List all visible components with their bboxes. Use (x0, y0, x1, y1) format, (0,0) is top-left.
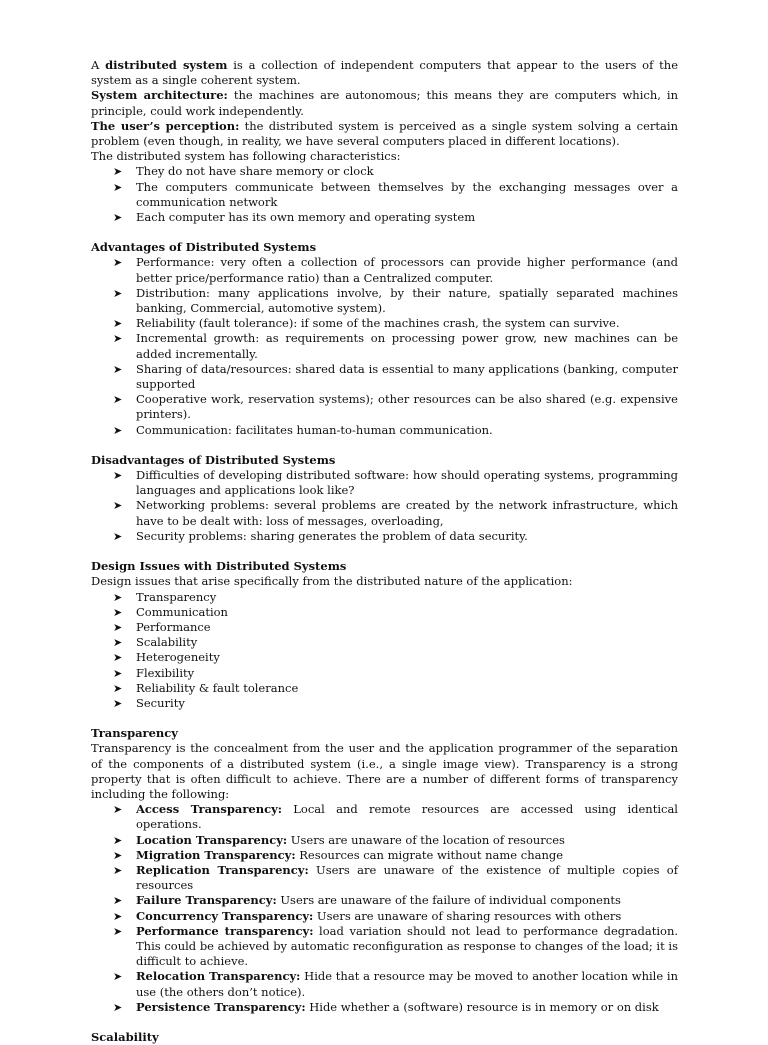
scalability-heading: Scalability (91, 1029, 159, 1044)
list-item (91, 286, 678, 316)
list-item (91, 802, 678, 832)
intro-term: System architecture: (91, 88, 228, 103)
list-item (91, 909, 678, 924)
term: Migration Transparency: (136, 847, 296, 862)
intro-paragraph-1 (91, 58, 678, 88)
intro-paragraph-3 (91, 119, 678, 149)
arrow-bullet-icon: ➤ (113, 863, 123, 877)
list-item (91, 498, 678, 528)
term: Replication Transparency: (136, 862, 309, 877)
intro-paragraph-2 (91, 88, 678, 118)
list-item-text: Performance: very often a collection of processors can provide higher performance (and better price/performance ratio) than a Centralized computer. (136, 255, 678, 285)
arrow-bullet-icon: ➤ (113, 499, 123, 513)
arrow-bullet-icon: ➤ (113, 1000, 123, 1014)
intro-term: distributed system (105, 58, 228, 72)
arrow-bullet-icon: ➤ (113, 681, 123, 695)
term-description: Hide whether a (software) resource is in memory or on disk (305, 999, 659, 1014)
list-item (91, 893, 678, 908)
list-item (91, 423, 678, 438)
list-item (91, 164, 678, 179)
arrow-bullet-icon: ➤ (113, 423, 123, 437)
arrow-bullet-icon: ➤ (113, 165, 123, 179)
term: Failure Transparency: (136, 893, 277, 908)
term-description: Resources can migrate without name change (295, 847, 564, 862)
transparency-list (91, 802, 678, 1015)
design-issues-list (91, 590, 678, 712)
arrow-bullet-icon: ➤ (113, 469, 123, 483)
list-item (91, 316, 678, 331)
term: Persistence Transparency: (136, 999, 306, 1014)
list-item-text: Distribution: many applications involve, by their nature, spatially separated machines banking, Commercial, automotive system). (136, 285, 678, 316)
advantages-heading: Advantages of Distributed Systems (91, 240, 317, 255)
list-item-text: Heterogeneity (136, 650, 220, 665)
list-item (91, 331, 678, 361)
list-item (91, 681, 678, 696)
list-item (91, 1000, 678, 1015)
characteristics-list (91, 164, 678, 225)
list-item (91, 833, 678, 848)
arrow-bullet-icon: ➤ (113, 332, 123, 346)
arrow-bullet-icon: ➤ (113, 803, 123, 817)
term: Performance transparency: (136, 923, 314, 938)
list-item (91, 924, 678, 970)
document-page (91, 58, 678, 1045)
term-description: Users are unaware of the location of resources (287, 832, 565, 847)
arrow-bullet-icon: ➤ (113, 605, 123, 619)
list-item (91, 255, 678, 285)
list-item-text: Communication (136, 604, 228, 619)
design-issues-intro: Design issues that arise specifically from the distributed nature of the application: (91, 574, 573, 589)
list-item (91, 635, 678, 650)
list-item-text: Performance (136, 619, 211, 634)
list-item-text: Reliability & fault tolerance (136, 680, 299, 695)
list-item (91, 605, 678, 620)
list-item-text: Reliability (fault tolerance): if some of the machines crash, the system can survive. (136, 316, 620, 331)
term-description: Users are unaware of sharing resources with others (313, 908, 622, 923)
term-description: Users are unaware of the failure of individual components (276, 893, 621, 908)
arrow-bullet-icon: ➤ (113, 894, 123, 908)
term: Location Transparency: (136, 832, 288, 847)
term-description: Users are unaware of the existence of multiple copies of resources (136, 862, 678, 893)
arrow-bullet-icon: ➤ (113, 833, 123, 847)
list-item (91, 529, 678, 544)
arrow-bullet-icon: ➤ (113, 970, 123, 984)
list-item (91, 848, 678, 863)
arrow-bullet-icon: ➤ (113, 211, 123, 225)
arrow-bullet-icon: ➤ (113, 696, 123, 710)
list-item (91, 210, 678, 225)
disadvantages-heading: Disadvantages of Distributed Systems (91, 452, 336, 467)
intro-text: is a collection of independent computers that appear to the users of the system as a single coherent system. (91, 58, 678, 88)
term: Relocation Transparency: (136, 969, 301, 984)
arrow-bullet-icon: ➤ (113, 180, 123, 194)
list-item (91, 696, 678, 711)
list-item-text: Sharing of data/resources: shared data is essential to many applications (banking, computer supported (136, 361, 678, 392)
list-item-text: Security (136, 695, 185, 710)
arrow-bullet-icon: ➤ (113, 924, 123, 938)
arrow-bullet-icon: ➤ (113, 651, 123, 665)
list-item-text: Each computer has its own memory and operating system (136, 210, 476, 225)
arrow-bullet-icon: ➤ (113, 590, 123, 604)
intro-term: The user’s perception: (91, 118, 240, 133)
disadvantages-list (91, 468, 678, 544)
transparency-heading: Transparency (91, 726, 178, 741)
list-item (91, 666, 678, 681)
arrow-bullet-icon: ➤ (113, 636, 123, 650)
list-item (91, 392, 678, 422)
intro-text: the distributed system is perceived as a single system solving a certain problem (even though, in reality, we have several computers placed in different locations). (91, 118, 678, 149)
term-description: load variation should not lead to performance degradation. This could be achieved by automatic reconfiguration as response to changes of the load; it is difficult to achieve. (136, 923, 679, 969)
list-item (91, 590, 678, 605)
list-item-text: They do not have share memory or clock (136, 164, 374, 179)
list-item-text: Transparency (136, 589, 217, 604)
list-item-text: Security problems: sharing generates the problem of data security. (136, 528, 528, 543)
design-issues-heading: Design Issues with Distributed Systems (91, 559, 347, 574)
term-description: Hide that a resource may be moved to another location while in use (the others don’t notice). (136, 969, 679, 999)
intro-paragraph-4: The distributed system has following characteristics: (91, 149, 401, 164)
arrow-bullet-icon: ➤ (113, 317, 123, 331)
arrow-bullet-icon: ➤ (113, 909, 123, 923)
list-item (91, 620, 678, 635)
list-item (91, 468, 678, 498)
list-item-text: Communication: facilitates human-to-human communication. (136, 422, 493, 437)
list-item-text: Flexibility (136, 665, 195, 680)
list-item-text: Difficulties of developing distributed software: how should operating systems, programming languages and applications look like? (136, 468, 678, 498)
transparency-intro: Transparency is the concealment from the user and the application programmer of the separation of the components of a distributed system (i.e., a single image view). Transparency is a strong property that is often difficult to achieve. There are a number of different forms of transparency including the following: (91, 741, 678, 801)
list-item-text: Networking problems: several problems are created by the network infrastructure, which have to be dealt with: loss of messages, overloading, (136, 498, 678, 528)
term: Access Transparency: (136, 802, 283, 817)
term-description: Local and remote resources are accessed using identical operations. (136, 802, 678, 832)
arrow-bullet-icon: ➤ (113, 848, 123, 862)
advantages-list (91, 255, 678, 437)
list-item-text: The computers communicate between themselves by the exchanging messages over a communication network (136, 179, 678, 209)
list-item (91, 362, 678, 392)
arrow-bullet-icon: ➤ (113, 529, 123, 543)
arrow-bullet-icon: ➤ (113, 362, 123, 376)
list-item (91, 180, 678, 210)
intro-text: the machines are autonomous; this means they are computers which, in principle, could work independently. (91, 88, 678, 118)
list-item (91, 863, 678, 893)
arrow-bullet-icon: ➤ (113, 256, 123, 270)
arrow-bullet-icon: ➤ (113, 666, 123, 680)
list-item (91, 969, 678, 999)
term: Concurrency Transparency: (136, 908, 314, 923)
arrow-bullet-icon: ➤ (113, 286, 123, 300)
list-item (91, 650, 678, 665)
list-item-text: Incremental growth: as requirements on processing power grow, new machines can be added incrementally. (136, 331, 678, 361)
list-item-text: Scalability (136, 635, 198, 650)
list-item-text: Cooperative work, reservation systems); other resources can be also shared (e.g. expensive printers). (136, 392, 678, 422)
arrow-bullet-icon: ➤ (113, 620, 123, 634)
intro-text: A (91, 58, 106, 72)
arrow-bullet-icon: ➤ (113, 393, 123, 407)
